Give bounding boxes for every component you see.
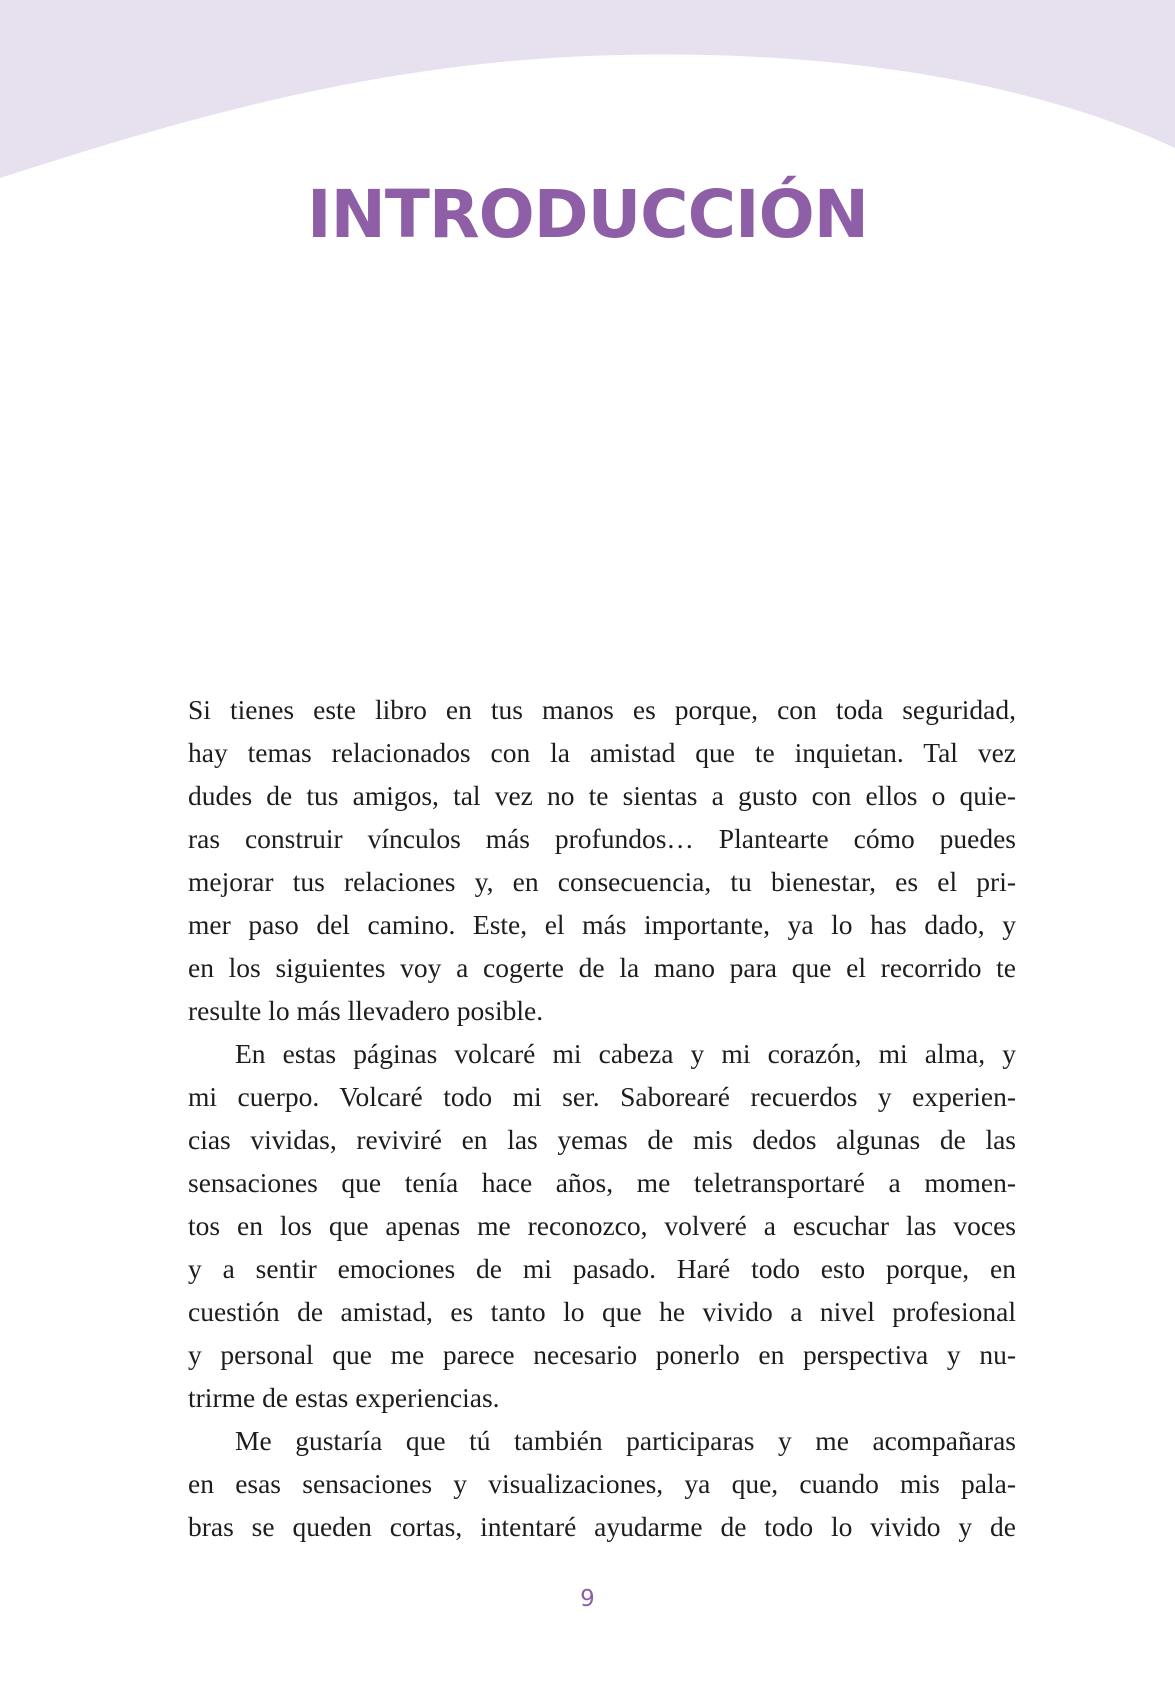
text-line: tos en los que apenas me reconozco, volveré a escuchar las voces: [188, 1210, 1016, 1241]
text-line: En estas páginas volcaré mi cabeza y mi corazón, mi alma, y: [235, 1038, 1016, 1069]
text-line: sensaciones que tenía hace años, me teletransportaré a momen-: [188, 1167, 1016, 1198]
text-line: Si tienes este libro en tus manos es porque, con toda seguridad,: [188, 694, 1016, 725]
page-number: 9: [580, 1586, 595, 1612]
text-line: dudes de tus amigos, tal vez no te sientas a gusto con ellos o quie-: [188, 780, 1016, 811]
header-wave-decoration: [0, 0, 1175, 190]
text-line: mi cuerpo. Volcaré todo mi ser. Saborearé recuerdos y experien-: [188, 1081, 1016, 1112]
body-text: [188, 688, 1016, 1548]
text-line: y a sentir emociones de mi pasado. Haré todo esto porque, en: [188, 1253, 1016, 1284]
text-line: mejorar tus relaciones y, en consecuencia, tu bienestar, es el pri-: [188, 866, 1016, 897]
text-line: Me gustaría que tú también participaras y me acompañaras: [235, 1425, 1016, 1456]
text-line: en esas sensaciones y visualizaciones, ya que, cuando mis pala-: [188, 1468, 1016, 1499]
paragraph-1: [188, 688, 1016, 1032]
text-line: cuestión de amistad, es tanto lo que he vivido a nivel profesional: [188, 1296, 1016, 1327]
text-line: bras se queden cortas, intentaré ayudarme de todo lo vivido y de: [188, 1511, 1016, 1542]
text-line: trirme de estas experiencias.: [188, 1382, 500, 1413]
paragraph-2: [188, 1032, 1016, 1419]
text-line: ras construir vínculos más profundos… Plantearte cómo puedes: [188, 823, 1016, 854]
text-line: y personal que me parece necesario ponerlo en perspectiva y nu-: [188, 1339, 1016, 1370]
text-line: resulte lo más llevadero posible.: [188, 995, 544, 1026]
paragraph-3: [188, 1419, 1016, 1548]
text-line: hay temas relacionados con la amistad que te inquietan. Tal vez: [188, 737, 1016, 768]
text-line: mer paso del camino. Este, el más importante, ya lo has dado, y: [188, 909, 1016, 940]
header-wave-shape: [0, 0, 1175, 178]
text-line: cias vividas, reviviré en las yemas de mis dedos algunas de las: [188, 1124, 1016, 1155]
text-line: en los siguientes voy a cogerte de la mano para que el recorrido te: [188, 952, 1016, 983]
chapter-title: INTRODUCCIÓN: [307, 176, 868, 253]
